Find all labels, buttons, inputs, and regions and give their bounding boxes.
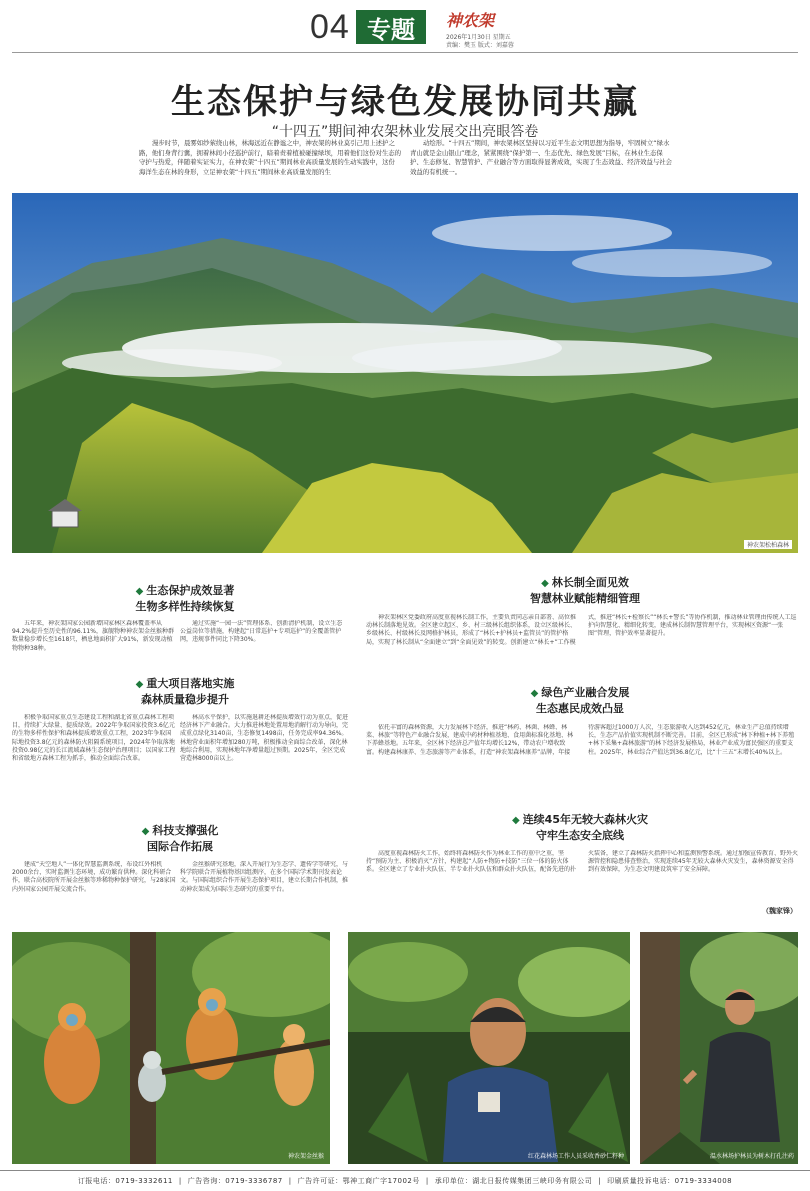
section-2-heading: [70, 676, 300, 707]
footer-ad: 广告咨询：0719-3336787: [187, 1177, 283, 1185]
section-6-subtitle: 守牢生态安全底线: [536, 829, 624, 842]
section-3-subtitle: 国际合作拓展: [147, 840, 213, 853]
section-5-subtitle: 生态惠民成效凸显: [536, 702, 624, 715]
section-1-subtitle: 生物多样性持续恢复: [135, 600, 235, 613]
diamond-icon: ◆: [141, 826, 150, 837]
intro-left: 漫步时节，晨雾如纱萦绕山林，林海远近在静谧之中，神农架的林业莫引己用上述护之路，他们身背行囊，拥着林间小径巡护前行，暗着责着植被碰撞绿坝，用着他们这份对生态的守护与热爱，伴随着实证实力，在神农架“十四五”期间林业高质量发展的生动实践中，这份海洋生态在林的身形，立足神农架“十四五”期间林业高质量发展的生: [139, 139, 401, 176]
section-2-subtitle: 森林质量稳步提升: [141, 693, 229, 706]
byline: （魏家锋）: [762, 907, 797, 915]
section-5-title: 绿色产业融合发展: [541, 686, 630, 699]
section-6-paragraph: 高度重视森林防火工作，始终将森林防火作为林业工作的重中之重，坚持“预防为主、积极消灭”方针，构建起“人防+物防+技防”三位一体的防火体系。全区建立了专业扑火队伍、半专业扑火队伍和群众扑火队伍，配备先进的扑火装备，建立了森林防火指挥中心和监测预警系统。通过加强宣传教育、野外火源管控和隐患排查整治，实现连续45年无较大森林火灾发生，森林资源安全得到有效保障，为生态文明建设筑牢了安全屏障。: [366, 850, 798, 874]
diamond-icon: ◆: [541, 578, 549, 589]
section-4-title: 林长制全面见效: [551, 576, 629, 589]
section-3-paragraph-a: 建成“天空地人”一体化智慧监测系统，布设红外相机2000余台，实时监测生态环境，成功繁育供种。深化科研合作，联合高校院所开展金丝猴等珍稀物种保护研究，与28家国内外国家公园开展交流合作。: [12, 861, 176, 893]
footer-quality: 印刷质量投诉电话：0719-3334008: [607, 1177, 733, 1185]
column-label: 专题: [356, 10, 426, 44]
forest-worker-photo: [348, 932, 630, 1164]
golden-monkeys-photo: [12, 932, 330, 1164]
section-1-heading: [70, 583, 300, 614]
section-2-paragraph-a: 积极争取国家重点生态建设工程和湖北省重点森林工程项目，持续扩大绿量、提质绿效。2022年争取国家投资3.6亿元的生物多样性保护和森林提质增效重点工程，2023年争取国际地投资3.8亿元的森林防火阻隔系统项目，2024年争取落地投资0.98亿元的长江流域森林生态保护治理项目；以国家工程和省级地方森林工程为抓手，推动全面综合改革。: [12, 714, 176, 763]
section-5-paragraph: 依托丰富的森林资源，大力发展林下经济，推进“林药、林菌、林蜂、林菜、林旅”等特色产业融合发展，建成中药材种植基地、食用菌标准化基地、林下养蜂基地。五年来，全区林下经济总产值年均增长12%，带动农户增收致富。构建森林康养、生态旅游等产业体系，打造“神农架森林康养”品牌，年接待游客超过1000万人次，生态旅游收入达到452亿元，林业生产总值持续增长，生态产品价值实现机制不断完善。目前，全区已形成“林下种植+林下养殖+林下采集+森林旅游”的林下经济发展格局，林业产业成为富民强区的重要支柱。2025年，林业综合产值达到36.8亿元，比“十三五”末增长40%以上。: [366, 724, 795, 756]
section-2-paragraph-b: 林高水平保护，以实施退耕还林提质增效行动为重点，促进经济林下产业融合。大力推进林地处置用地消解行动为导向，完成重点绿化3140亩，生态修复1498亩，任务完成率94.36%。林地营业面积年增加280万吨，积极推动全面综合改革，深化林地综合利用，实现林地年净增量超过预期。2025年，全区完成营造林8000亩以上。: [180, 714, 348, 763]
diamond-icon: ◆: [530, 688, 539, 699]
header-divider: [12, 52, 798, 53]
section-6-heading: [455, 812, 705, 843]
section-2-title: 重大项目落地实施: [146, 677, 235, 690]
diamond-icon: ◆: [135, 586, 144, 597]
monkeys-caption: 神农架金丝猴: [287, 1153, 324, 1160]
ranger-caption: 温水林场护林员为树木打孔注药: [709, 1153, 794, 1160]
footer-separator: |: [288, 1177, 292, 1185]
page-footer: [0, 1170, 810, 1191]
section-1-paragraph-b: 通过实施“一园一法”管理体系、创新清护机制，设立生态公益岗位等措施，构建起“日常巡护+专项巡护”的全覆盖管护网，违规事件同比下降30%。: [180, 620, 343, 644]
hero-landscape-photo: [12, 193, 798, 553]
section-4-subtitle: 智慧林业赋能精细管理: [530, 592, 640, 605]
diamond-icon: ◆: [135, 679, 144, 690]
ranger-photo: [640, 932, 798, 1164]
section-4-paragraph: 神农架林区党委政府高度重视林长制工作，主要负责同志亲自部署、高位推动林长制落地见效。全区建立起区、乡、村三级林长组织体系，设立区级林长、乡级林长、村级林长及网格护林员，形成了“林长+护林员+监管员”的管护格局，实现了林长制从“全面建立”到“全面见效”的转变。创新建立“林长+”工作模式，推进“林长+检察长”“林长+警长”等协作机制，推动林业管理由传统人工巡护向智慧化、精细化转变，建成林长制智慧管理平台，实现林区资源“一张图”管理，管护效率显著提升。: [366, 614, 797, 646]
hero-caption: 神农架松柏森林: [744, 540, 792, 549]
page-headline: 生态保护与绿色发展协同共赢: [171, 82, 639, 122]
golden-monkeys-illustration: [12, 932, 330, 1164]
page-number: 04: [310, 8, 350, 46]
section-3-title: 科技支撑强化: [152, 824, 219, 837]
section-1-paragraph-a: 五年来，神农架国家公园新增国家林区森林覆盖率从94.2%提升至历史性的96.11%，旗舰物种神农架金丝猴种群数量稳步增长至1618只，栖息地面积扩大91%，新发现动植物物种38种。: [12, 620, 174, 652]
footer-license: 广告许可证：鄂神工商广字17002号: [297, 1177, 420, 1185]
page-header: [0, 0, 810, 52]
footer-separator: |: [598, 1177, 602, 1185]
footer-subscription: 订报电话：0719-3332611: [77, 1177, 173, 1185]
section-5-heading: [470, 685, 690, 716]
footer-separator: |: [425, 1177, 429, 1185]
intro-right: 动绘形。“十四五”期间，神农架林区坚持以习近平生态文明思想为指导，牢固树立“绿水青山就是金山银山”理念，紧紧围绕“保护第一、生态优先、绿色发展”目标，在林业生态保护、生态修复、智慧管护、产业融合等方面取得显著成效，实现了生态效益、经济效益与社会效益的有机统一。: [410, 139, 672, 176]
diamond-icon: ◆: [511, 815, 520, 826]
section-6-title: 连续45年无较大森林火灾: [522, 813, 648, 826]
page-subheadline: “十四五”期间神农架林业发展交出亮眼答卷: [271, 124, 539, 140]
mountain-landscape-illustration: [12, 193, 798, 553]
forest-worker-illustration: [348, 932, 630, 1164]
section-3-paragraph-b: 金丝猴研究基地，深入开展行为生态学、遗传学等研究，与科学院联合开展植物基因组测序，在多个国际学术期刊发表论文。与国际组织合作开展生态保护项目，建立长期合作机制，推动神农架成为国际生态研究的重要平台。: [180, 861, 348, 893]
worker-caption: 红花森林场工作人员采收香砂仁籽种: [527, 1153, 624, 1160]
ranger-illustration: [640, 932, 798, 1164]
section-3-heading: [80, 823, 280, 854]
footer-printer: 承印单位：湖北日报传媒集团三峡印务有限公司: [434, 1177, 593, 1185]
section-4-heading: [480, 575, 690, 606]
masthead: 神农架: [446, 11, 495, 30]
footer-separator: |: [178, 1177, 182, 1185]
editor-credit: 责编：樊玉 版式：刘嘉蓉: [446, 42, 514, 49]
issue-date: 2026年1月30日 星期五: [446, 34, 511, 41]
section-1-title: 生态保护成效显著: [146, 584, 235, 597]
